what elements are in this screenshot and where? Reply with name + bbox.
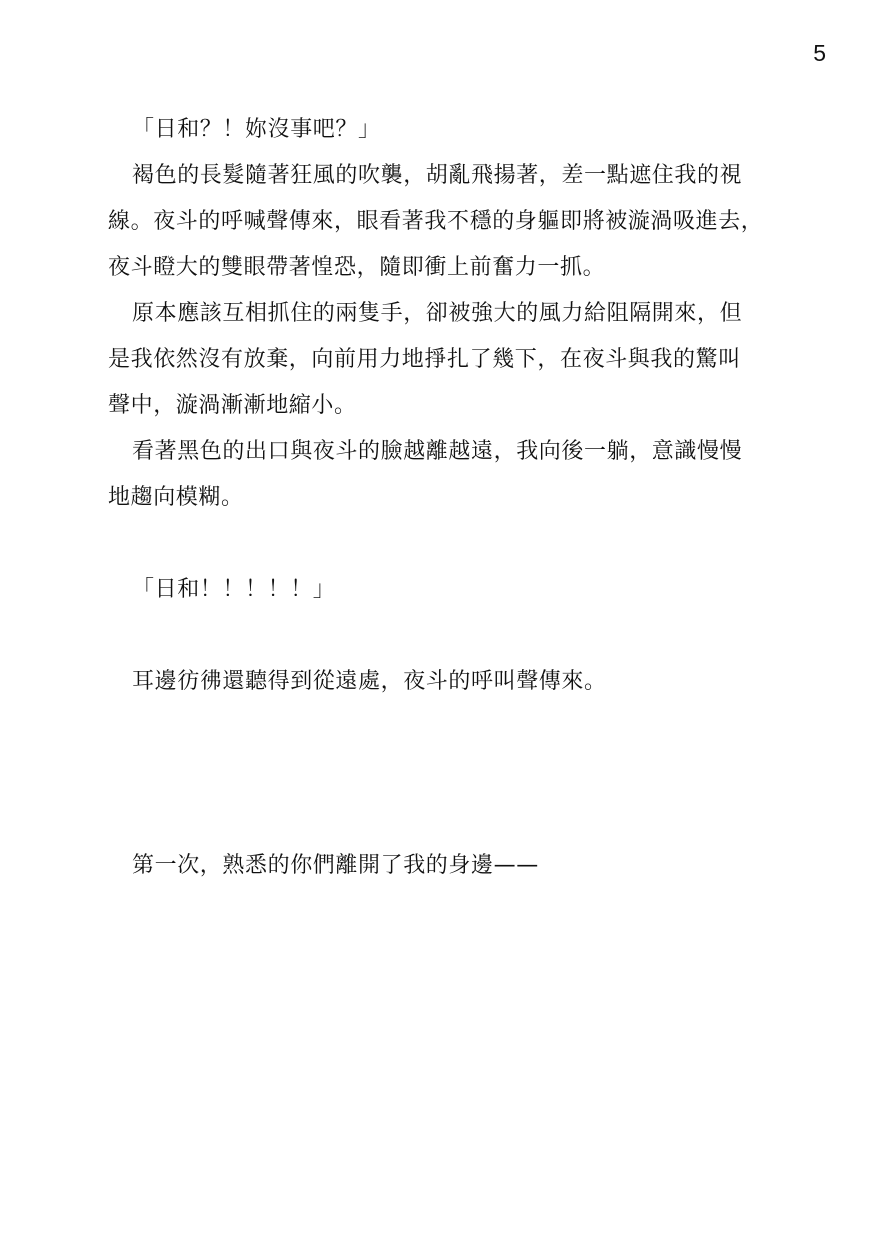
text-line: 「日和！！！！！」: [132, 577, 336, 602]
text-line: 「日和？！妳沒事吧？」: [132, 117, 381, 142]
text-line: 原本應該互相抓住的兩隻手，卻被強大的風力給阻隔開來，但: [132, 301, 743, 326]
text-line: 夜斗瞪大的雙眼帶著惶恐，隨即衝上前奮力一抓。: [108, 255, 606, 280]
page-number: 5: [813, 40, 826, 66]
text-line: 褐色的長髮隨著狂風的吹襲，胡亂飛揚著，差一點遮住我的視: [132, 163, 743, 188]
text-line: 聲中，漩渦漸漸地縮小。: [108, 393, 357, 418]
text-line: 地趨向模糊。: [108, 485, 244, 510]
text-line: 看著黑色的出口與夜斗的臉越離越遠，我向後一躺，意識慢慢: [132, 439, 743, 464]
text-line: 是我依然沒有放棄，向前用力地掙扎了幾下，在夜斗與我的驚叫: [108, 347, 741, 372]
text-line: 第一次，熟悉的你們離開了我的身邊——: [132, 853, 539, 878]
text-line: 耳邊彷彿還聽得到從遠處，夜斗的呼叫聲傳來。: [132, 669, 607, 694]
text-line: 線。夜斗的呼喊聲傳來，眼看著我不穩的身軀即將被漩渦吸進去，: [108, 209, 764, 234]
